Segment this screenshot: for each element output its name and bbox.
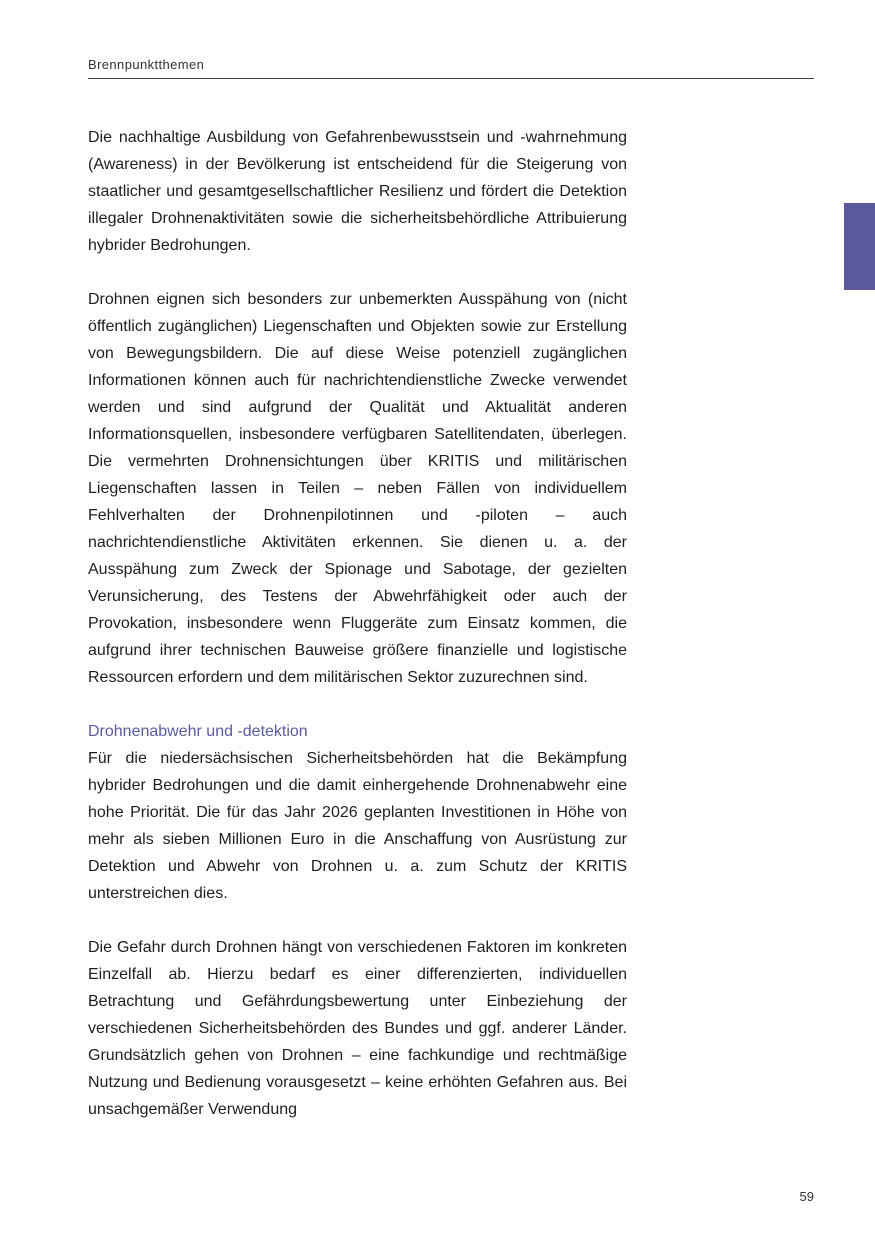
header-rule: [88, 78, 814, 79]
page-body: [88, 124, 627, 1123]
paragraph-drone-risk: Die Gefahr durch Drohnen hängt von verschiedenen Faktoren im konkreten Einzelfall ab. Hierzu bedarf es einer differenzierten, individuellen Betrachtung und Gefährdungsbewertung unter Einbeziehung der verschiedenen Sicherheitsbehörden des Bundes und ggf. anderer Länder. Grundsätzlich gehen von Drohnen – eine fachkundige und rechtmäßige Nutzung und Bedienung vorausgesetzt – keine erhöhten Gefahren aus. Bei unsachgemäßer Verwendung: [88, 939, 627, 1118]
paragraph-awareness: Die nachhaltige Ausbildung von Gefahrenbewusstsein und -wahrnehmung (Awareness) in der Bevölkerung ist entscheidend für die Steigerung von staatlicher und gesamtgesellschaftlicher Resilienz und fördert die Detektion illegaler Drohnenaktivitäten sowie die sicherheitsbehördliche Attribuierung hybrider Bedrohungen.: [88, 129, 627, 254]
chapter-side-tab: [844, 203, 875, 290]
paragraph-drone-defence: Für die niedersächsischen Sicherheitsbehörden hat die Bekämpfung hybrider Bedrohungen und die damit einhergehende Drohnenabwehr eine hohe Priorität. Die für das Jahr 2026 geplanten Investitionen in Höhe von mehr als sieben Millionen Euro in die Anschaffung von Ausrüstung zur Detektion und Abwehr von Drohnen u. a. zum Schutz der KRITIS unterstreichen dies.: [88, 750, 627, 902]
paragraph-drone-espionage: Drohnen eignen sich besonders zur unbemerkten Ausspähung von (nicht öffentlich zugänglichen) Liegenschaften und Objekten sowie zur Erstellung von Bewegungsbildern. Die auf diese Weise potenziell zugänglichen Informationen können auch für nachrichtendienstliche Zwecke verwendet werden und sind aufgrund der Qualität und Aktualität anderen Informationsquellen, insbesondere verfügbaren Satellitendaten, überlegen. Die vermehrten Drohnensichtungen über KRITIS und militärischen Liegenschaften lassen in Teilen – neben Fällen von individuellem Fehlverhalten der Drohnenpilotinnen und -piloten – auch nachrichtendienstliche Aktivitäten erkennen. Sie dienen u. a. der Ausspähung zum Zweck der Spionage und Sabotage, der gezielten Verunsicherung, des Testens der Abwehrfähigkeit oder auch der Provokation, insbesondere wenn Fluggeräte zum Einsatz kommen, die aufgrund ihrer technischen Bauweise größere finanzielle und logistische Ressourcen erfordern und dem militärischen Sektor zuzurechnen sind.: [88, 291, 627, 686]
running-head-title: Brennpunktthemen: [88, 57, 205, 72]
page-number: 59: [799, 1189, 814, 1204]
section-heading: Drohnenabwehr und -detektion: [88, 723, 308, 740]
